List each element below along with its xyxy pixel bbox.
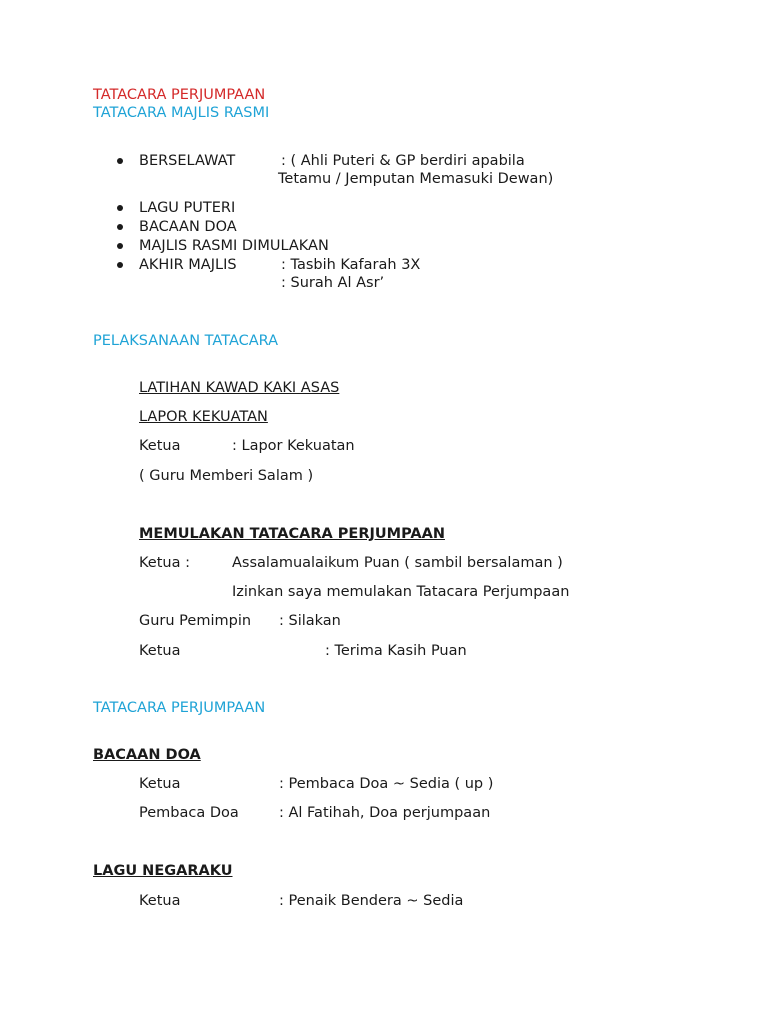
bullet-icon: [117, 224, 123, 230]
document-title: TATACARA PERJUMPAAN: [93, 87, 266, 103]
row-value: : Pembaca Doa ~ Sedia ( up ): [279, 776, 494, 792]
bullet-icon: [117, 205, 123, 211]
section-heading-pelaksanaan: PELAKSANAAN TATACARA: [93, 333, 279, 349]
row-value: : Terima Kasih Puan: [325, 643, 467, 659]
subheading-latihan: LATIHAN KAWAD KAKI ASAS: [139, 380, 340, 396]
subheading-lapor-kekuatan: LAPOR KEKUATAN: [139, 409, 268, 425]
bullet-icon: [117, 243, 123, 249]
row-value: : Silakan: [279, 613, 341, 629]
note-text: ( Guru Memberi Salam ): [139, 468, 314, 484]
section-heading-perjumpaan: TATACARA PERJUMPAAN: [93, 700, 266, 716]
row-value: Assalamualaikum Puan ( sambil bersalaman ): [232, 555, 563, 571]
list-item-value: : Tasbih Kafarah 3X: [281, 257, 421, 273]
row-label: Ketua: [139, 438, 181, 454]
bullet-icon: [117, 158, 123, 164]
list-item-value-continued: Tetamu / Jemputan Memasuki Dewan): [278, 171, 554, 187]
list-item-label: LAGU PUTERI: [139, 200, 236, 216]
row-label: Guru Pemimpin: [139, 613, 252, 629]
row-value: : Al Fatihah, Doa perjumpaan: [279, 805, 491, 821]
section-heading-majlis-rasmi: TATACARA MAJLIS RASMI: [93, 105, 270, 121]
bullet-icon: [117, 262, 123, 268]
row-value: : Lapor Kekuatan: [232, 438, 355, 454]
list-item-value: : ( Ahli Puteri & GP berdiri apabila: [281, 153, 525, 169]
subheading-lagu-negaraku: LAGU NEGARAKU: [93, 863, 233, 879]
row-value: : Penaik Bendera ~ Sedia: [279, 893, 464, 909]
list-item-label: AKHIR MAJLIS: [139, 257, 237, 273]
row-label: Ketua: [139, 643, 181, 659]
list-item-label: MAJLIS RASMI DIMULAKAN: [139, 238, 329, 254]
subheading-bacaan-doa: BACAAN DOA: [93, 747, 201, 763]
list-item-label: BACAAN DOA: [139, 219, 237, 235]
row-value: Izinkan saya memulakan Tatacara Perjumpaan: [232, 584, 570, 600]
list-item-label: BERSELAWAT: [139, 153, 236, 169]
subheading-memulakan: MEMULAKAN TATACARA PERJUMPAAN: [139, 526, 445, 542]
list-item-value-continued: : Surah Al Asr’: [281, 275, 385, 291]
row-label: Ketua: [139, 776, 181, 792]
row-label: Ketua :: [139, 555, 190, 571]
row-label: Pembaca Doa: [139, 805, 239, 821]
row-label: Ketua: [139, 893, 181, 909]
